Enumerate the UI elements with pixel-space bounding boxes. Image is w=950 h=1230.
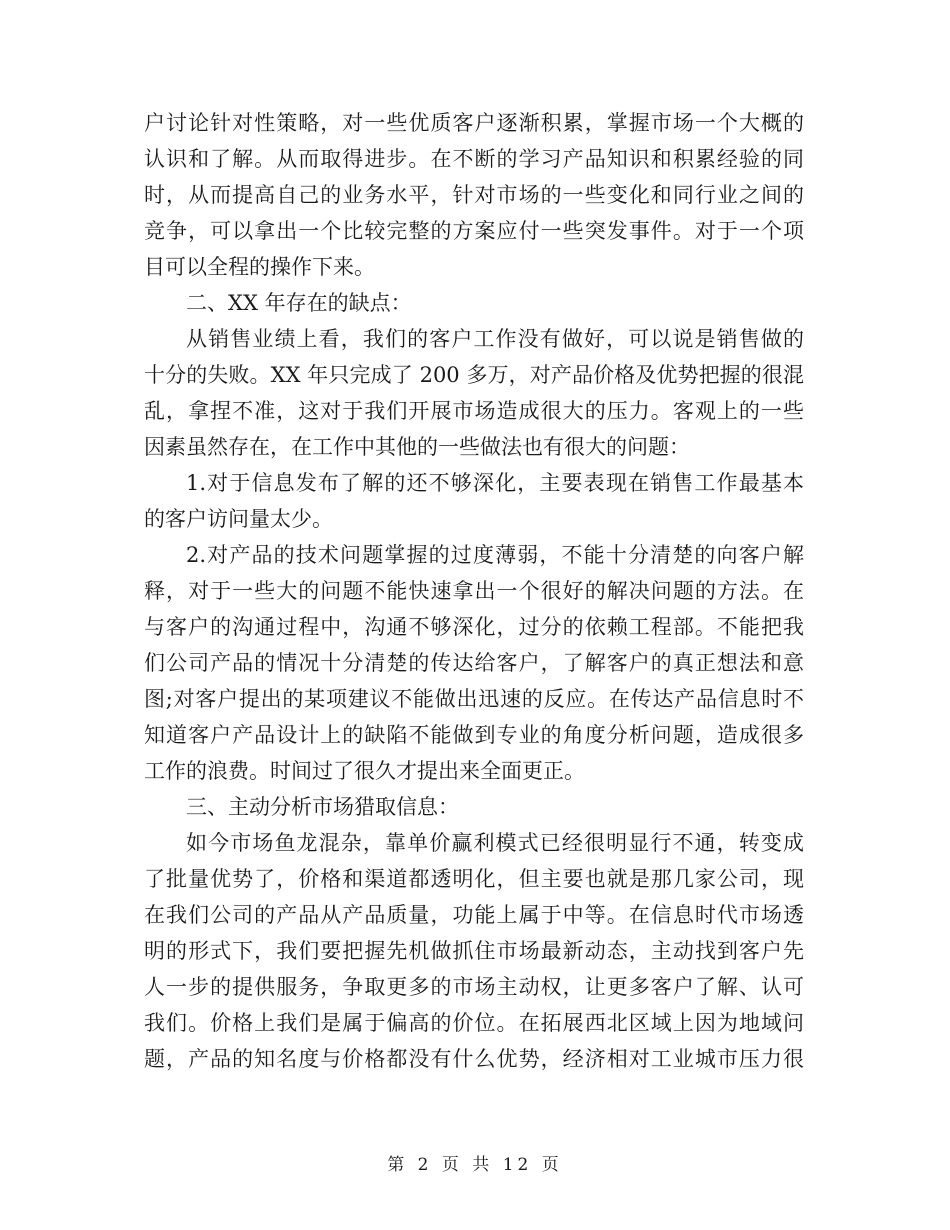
text-line: 户讨论针对性策略，对一些优质客户逐渐积累，掌握市场一个大概的 — [144, 111, 804, 135]
text-line: 释，对于一些大的问题不能快速拿出一个很好的解决问题的方法。在 — [144, 579, 804, 603]
text-line: 目可以全程的操作下来。 — [144, 255, 375, 279]
text-line: 工作的浪费。时间过了很久才提出来全面更正。 — [144, 759, 585, 783]
text-line: 的客户访问量太少。 — [144, 507, 333, 531]
text-line: 明的形式下，我们要把握先机做抓住市场最新动态，主动找到客户先 — [144, 939, 804, 963]
text-line: 因素虽然存在，在工作中其他的一些做法也有很大的问题： — [144, 435, 690, 459]
text-line: 与客户的沟通过程中，沟通不够深化，过分的依赖工程部。不能把我 — [144, 615, 804, 639]
text-line: 在我们公司的产品从产品质量，功能上属于中等。在信息时代市场透 — [144, 903, 804, 927]
text-line: 图;对客户提出的某项建议不能做出迅速的反应。在传达产品信息时不 — [144, 687, 804, 711]
text-line: 题，产品的知名度与价格都没有什么优势，经济相对工业城市压力很 — [144, 1047, 804, 1071]
text-line: 三、主动分析市场猎取信息： — [186, 795, 459, 819]
text-line: 如今市场鱼龙混杂，靠单价赢利模式已经很明显行不通，转变成 — [186, 831, 804, 855]
text-line: 了批量优势了，价格和渠道都透明化，但主要也就是那几家公司，现 — [144, 867, 804, 891]
text-line: 乱，拿捏不准，这对于我们开展市场造成很大的压力。客观上的一些 — [144, 399, 804, 423]
text-line: 竞争，可以拿出一个比较完整的方案应付一些突发事件。对于一个项 — [144, 219, 804, 243]
text-line: 从销售业绩上看，我们的客户工作没有做好，可以说是销售做的 — [186, 327, 804, 351]
text-line: 知道客户产品设计上的缺陷不能做到专业的角度分析问题，造成很多 — [144, 723, 804, 747]
text-line: 人一步的提供服务，争取更多的市场主动权，让更多客户了解、认可 — [144, 975, 804, 999]
text-line: 十分的失败。XX 年只完成了 200 多万，对产品价格及优势把握的很混 — [144, 363, 804, 387]
text-line: 我们。价格上我们是属于偏高的价位。在拓展西北区域上因为地域问 — [144, 1011, 804, 1035]
text-line: 时，从而提高自己的业务水平，针对市场的一些变化和同行业之间的 — [144, 183, 804, 207]
document-body — [144, 105, 804, 1077]
text-line: 二、XX 年存在的缺点： — [186, 291, 412, 315]
text-line: 2.对产品的技术问题掌握的过度薄弱，不能十分清楚的向客户解 — [186, 543, 804, 567]
text-line: 1.对于信息发布了解的还不够深化，主要表现在销售工作最基本 — [186, 471, 804, 495]
text-line: 认识和了解。从而取得进步。在不断的学习产品知识和积累经验的同 — [144, 147, 804, 171]
page-number-footer: 第 2 页 共 12 页 — [387, 1155, 563, 1175]
text-line: 们公司产品的情况十分清楚的传达给客户，了解客户的真正想法和意 — [144, 651, 804, 675]
